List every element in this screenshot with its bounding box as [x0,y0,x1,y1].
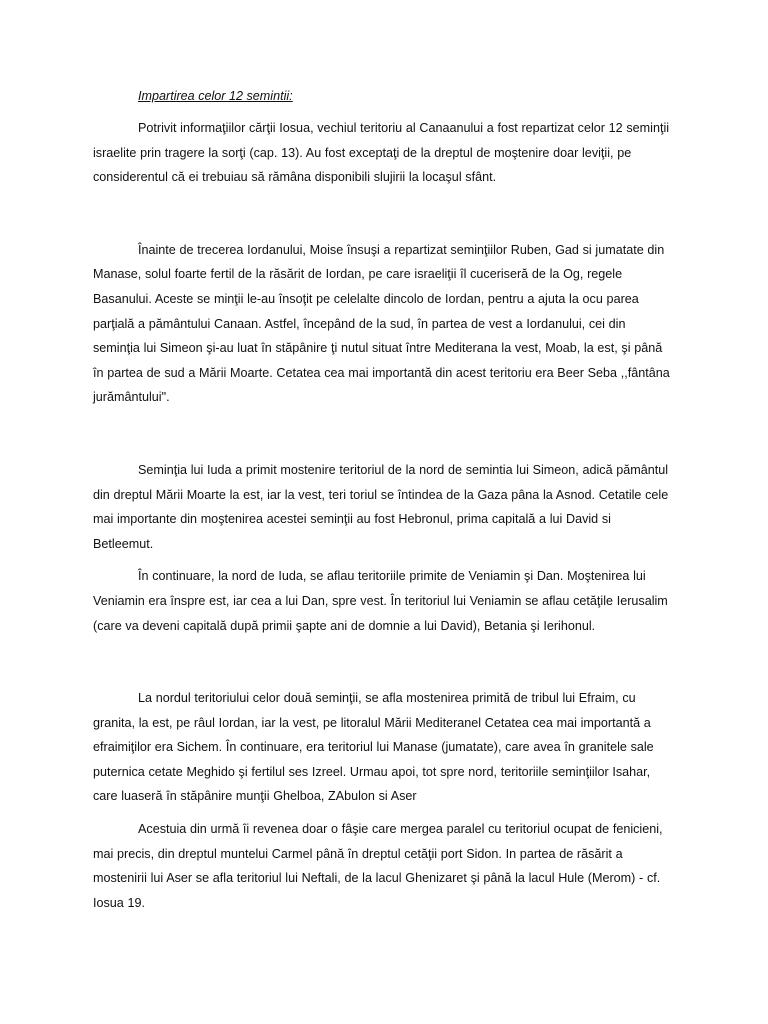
paragraph-1: Potrivit informaţiilor cărţii Iosua, vechiul teritoriu al Canaanului a fost repartizat celor 12 seminţii israelite prin tragere la sorţi (cap. 13). Au fost exceptaţi de la dreptul de moştenire doar leviţii, pe considerentul că ei trebuiau să rămâna disponibili slujirii la locaşul sfânt. [93,121,670,185]
paragraph-6: Acestuia din urmă îi revenea doar o fâşie care mergea paralel cu teritoriul ocupat de fenicieni, mai precis, din dreptul muntelui Carmel până în dreptul cetăţii port Sidon. In partea de răsărit a mostenirii lui Aser se afla teritoriul lui Neftali, de la lacul Ghenizaret şi până la lacul Hule (Merom) - cf. Iosua 19. [93,822,663,910]
paragraph-spacer [93,638,673,686]
paragraph-spacer [93,410,673,458]
paragraph-2: Înainte de trecerea Iordanului, Moise însuşi a repartizat seminţiilor Ruben, Gad si jumatate din Manase, solul foarte fertil de la răsărit de Iordan, pe care israeliţii îl cuceriseră de la Og, regele Basanului. Aceste se minţii le-au însoţit pe celelalte dincolo de Iordan, pentru a ajuta la ocu parea parţială a pământului Canaan. Astfel, începând de la sud, în partea de vest a Iordanului, cei din seminţia lui Simeon şi-au luat în stăpânire ţi nutul situat între Mediterana la vest, Moab, la est, şi până în partea de sud a Mării Moarte. Cetatea cea mai importantă din acest teritoriu era Beer Seba ,,fântâna jurământului". [93,242,670,405]
paragraph-4: În continuare, la nord de Iuda, se aflau teritoriile primite de Veniamin şi Dan. Moştenirea lui Veniamin era înspre est, iar cea a lui Dan, spre vest. În teritoriul lui Veniamin se aflau cetăţile Ierusalim (care va deveni capitală după primii şapte ani de domnie a lui David), Betania şi Ierihonul. [93,569,668,633]
paragraph-spacer [93,809,673,817]
paragraph-5: La nordul teritoriului celor două seminţii, se afla mostenirea primită de tribul lui Efraim, cu granita, la est, pe râul Iordan, iar la vest, pe litoralul Mării Mediteranel Cetatea cea mai importantă a efraimiţilor era Sichem. În continuare, era teritoriul lui Manase (jumatate), care avea în granitele sale puternica cetate Meghido şi fertilul ses Izreel. Urmau apoi, tot spre nord, teritoriile seminţiilor Isahar, care luaseră în stăpânire munţii Ghelboa, ZAbulon si Aser [93,691,654,804]
paragraph-3: Seminţia lui Iuda a primit mostenire teritoriul de la nord de semintia lui Simeon, adică pământul din dreptul Mării Moarte la est, iar la vest, teri toriul se întindea de la Gaza pâna la Asnod. Cetatile cele mai importante din moştenirea acestei seminţii au fost Hebronul, prima capitală a lui David si Betleemut. [93,462,669,551]
paragraph-spacer [93,556,673,564]
document-body [93,86,673,915]
paragraph-spacer [93,190,673,238]
document-title: Impartirea celor 12 semintii: [138,89,293,103]
